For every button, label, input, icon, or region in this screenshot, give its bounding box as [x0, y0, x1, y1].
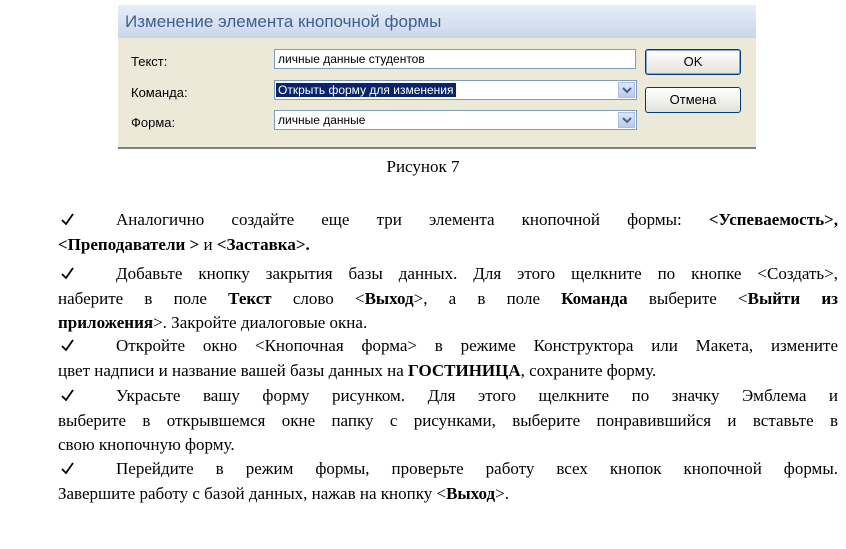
checkmark-icon [58, 262, 116, 287]
dialog-title: Изменение элемента кнопочной формы [125, 12, 442, 31]
text-input[interactable] [274, 49, 636, 69]
text-label: Текст: [131, 54, 168, 69]
command-select-value: Открыть форму для изменения [278, 83, 454, 97]
figure-caption: Рисунок 7 [386, 157, 460, 176]
chevron-down-icon [622, 87, 632, 94]
form-dropdown-button[interactable] [618, 112, 635, 128]
chevron-down-icon [622, 117, 632, 124]
command-dropdown-button[interactable] [618, 82, 635, 98]
ok-button[interactable]: OK [645, 49, 741, 75]
text-input-value: личные данные студентов [278, 52, 425, 66]
command-select[interactable] [274, 80, 637, 100]
list-item: Перейдите в режим формы, проверьте работу всех кнопок кнопочной формы. Завершите работу с базой данных, нажав на кнопку <Выход>. [58, 459, 838, 503]
list-item: Откройте окно <Кнопочная форма> в режиме Конструктора или Макета, измените цвет надписи и название вашей базы данных на ГОСТИНИЦА, сохраните форму. [58, 336, 838, 380]
list-item: Украсьте вашу форму рисунком. Для этого щелкните по значку Эмблема и выберите в открывшемся окне папку с рисунками, выберите понравившийся и вставьте в свою кнопочную форму. [58, 386, 838, 454]
checkmark-icon [58, 208, 116, 233]
checkmark-icon [58, 384, 116, 409]
list-item: Добавьте кнопку закрытия базы данных. Для этого щелкните по кнопке <Создать>, наберите в поле Текст слово <Выход>, а в поле Команда выберите <Выйти из приложения>. Закройте диалоговые окна. [58, 264, 838, 332]
cancel-button[interactable]: Отмена [645, 87, 741, 113]
dialog-window [118, 5, 756, 147]
form-label: Форма: [131, 115, 176, 130]
checkmark-icon [58, 334, 116, 359]
list-item: Аналогично создайте еще три элемента кнопочной формы: <Успеваемость>, <Преподаватели > и <Заставка>. [58, 210, 838, 254]
checkmark-icon [58, 457, 116, 482]
form-select-value: личные данные [278, 113, 366, 127]
dialog-titlebar [118, 5, 756, 38]
command-label: Команда: [131, 85, 188, 100]
dialog-bottom-edge [118, 147, 756, 149]
form-select[interactable] [274, 110, 637, 130]
